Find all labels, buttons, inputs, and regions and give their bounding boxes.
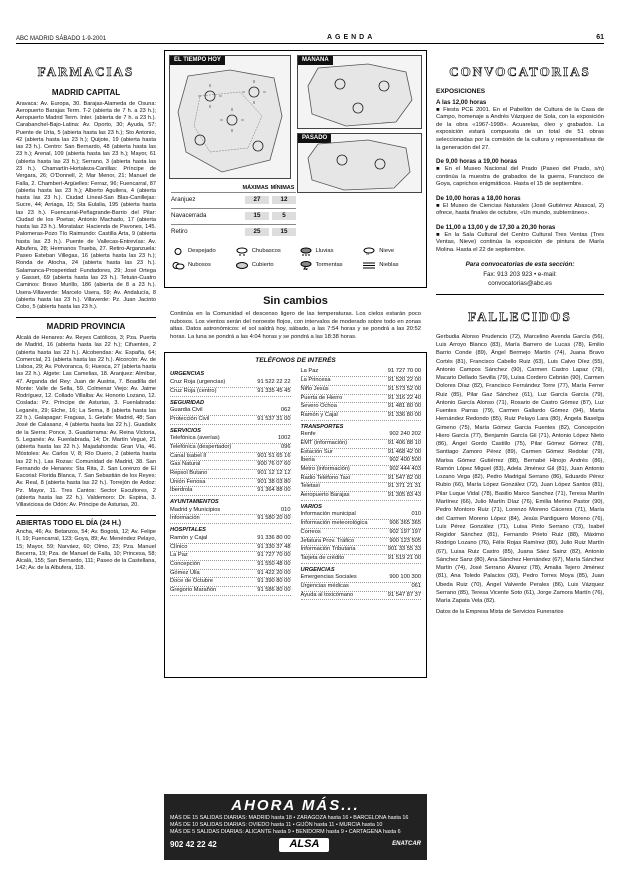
phone-entry-name: Unión Fenosa [170,478,206,485]
phone-entry-name: HOSPITALES [170,527,206,534]
obituaries-source: Datos de la Empresa Mixta de Servicios Funerarios [436,609,564,616]
min-temp: 15 [272,228,296,236]
weather-today-label: EL TIEMPO HOY [170,56,225,65]
phone-entry [301,483,422,492]
phone-entry-name: Tarjeta de crédito [300,554,345,561]
phone-entry-number: 91 573 52 00 [387,385,421,392]
right-column [436,50,604,860]
phone-entry [170,487,291,496]
phone-group-heading [170,499,291,507]
rain-icon [299,247,313,256]
capital-heading: MADRID CAPITAL [51,87,121,97]
phone-entry-number: 901 12 12 12 [257,470,291,477]
phone-entry-name: Estación Sur [300,448,333,455]
legend-label: Nieve [379,247,395,254]
ad-line: MÁS DE 10 SALIDAS DIARIAS: OVIEDO hasta 11 • GIJÓN hasta 11 • MURCIA hasta 10 [170,822,383,829]
phone-entry-number: 91 468 42 00 [387,448,421,455]
region-map-icon [298,56,422,129]
phone-entry-number: 91 305 83 43 [387,492,421,499]
phone-entry-name: Emergencias Sociales [300,574,357,581]
phone-group-heading [170,428,291,436]
event-text: ■ En la Sala Cultural del Centro Cultural Tres Ventas (Tres Ventas, Nieve) continúa la exposición de pintura de María Molina. Hasta el 22 de septiembre. [436,231,604,253]
phone-entry-name: VARIOS [300,503,322,510]
contact-label: Para convocatorias de esta sección: [465,261,575,269]
phone-entry-name: Metro (información) [300,466,350,473]
phone-entry-number: 010 [281,506,291,513]
phone-entry [170,435,291,444]
phone-entry-number: 91 316 22 40 [387,394,421,401]
phone-entry-number: 91 390 80 00 [257,578,291,585]
phone-entry-name: Ramón y Cajal [170,534,208,541]
phone-entry-name: Iberdrola [170,487,193,494]
phone-entry-number: 91 520 22 00 [387,377,421,384]
phone-entry [170,552,291,561]
phone-entry-number: 91 547 82 00 [387,474,421,481]
overcast-icon [235,261,249,270]
phone-entry-number: 91 586 80 00 [257,586,291,593]
event-text: ■ Fiesta PCE 2001. En el Pabellón de Cultura de la Casa de Campo, homenaje a Andrés Vázquez de Sola, con la exposición de la obra «1967-1998». Acuarelas, óleo y grabados. La exposición estará compuesta de un total de 51 obras seleccionadas por la comisión de la cultura y representativas de la generación del 27. [436,106,604,151]
enatcar-logo: ENATCAR [392,841,421,848]
phone-entry-name: Severo Ochoa [300,403,337,410]
phone-entry [301,529,422,538]
phone-entry [170,388,291,397]
obituaries-listing: Gerbudia Alonso Prudencio (72), Marcelino Avenda García (56), Luis Arroyo Blanco (83), María Barrero de Lucas (78), Emilio Barrio Conde (89), Ángel Bermejo Martín (74), Juana Bravo Cortés (81), Francisco Cabello Ruiz (63), Luis Calvo Díez (55), Antonio Campos Sánchez (90), Carmen Castro Lapaz (79), Macario Dellado Sevilla (79), Luisa Cordero Cebrián (90), Carmen Dolores Díaz (82), Francisco Fernández Torre (77), María Ferrer Ruiz (85), Pilar Gaz Sánchez (61), Luz García García (79), Antonio García Alonso (71), Rosario de Castro Gómez (87), Luz Fuentes Parras (79), Carmen Gallardo Gómez (94), Marta Hernández Redondo (85), Ruiz Pelayo Lara (80), Ángela Baselga Gimeno (75), María Gómez Garcia Fuentes (82), Concepción Hiero García (77), Benjamín García Gil (71), Antonio López Nieto (86), Ángel Gordo Castillo (75), Pilar Gómez Gómez (78), Santiago Zamoro Pérez (89), Carmen Gómez Redolar (79), Marisa Gómez Gutiérrez (88), Bernabé Hinojo Andrés (86), Ramón López Miguel (83), Adela Jiménez Gil (81), Juan Antonio Lozano Vega (82), Pedro Madrigal Serrano (86), Eduardo Pérez Rubio (66), María López González (72), Juan López Santos (81), Pilar Luque Vidal (78), Basilio Marco Sanchez (71), Teresa Martín Martínez (66), Julio Martín Díaz (76), Emilia Merino Pastor (90), Pedro Montoro Ruiz (71), Lorenzo Moreno Cáceres (71), María del Carmen Moreno López (84), Jesús Pardiguero Moreno (76), Luis Pérez González (71), Luisa Pinto Serrano (73), Isabel Regidor Sánchez (81), Fernando Prieto Ruiz (88), Máximo Rodrigo Lozano (76), Félix Rojas Ramírez (80), Julio Ruiz Martín (67), Luisa Ruiz Castro (85), Juana Sáez Sainz (82), Antonio Sánchez Sanz (80), Ana Sánchez Hernández (67), María Sánchez Martín (74), José Serrano Álvarez (78), Amalia Tejero Jiménez (81), Ana Toledo Palacios (93), Pedro Torres Moya (85), Juan Ubeda Ruiz (70), Ángel Valverde Perales (86), Luis Vázquez Serrano (85), Teresa Vicente Soto (61), Jorge Zamora Martín (76), María Zapata Vela (82). [436,333,604,605]
convocatorias-title: CONVOCATORIAS [449,64,591,79]
phone-entry-name: Teletaxi [300,483,320,490]
phone-entry [301,412,422,421]
phone-entry-number: 91 335 45 45 [257,387,291,394]
phone-entry-name: Ramón y Cajal [300,411,338,418]
phone-entry [170,587,291,596]
phone-entry-number: 91 727 70 00 [257,552,291,559]
open-24h-listing: Ancha, 46; Av. Betanzos, 54; Av. Bogotá, 12; Av. Felipe II, 19; Fuencarral, 123; Goya, 89; Av. Menéndez Pelayo, 15; Mayor, 59; Narváez, 60; Olmo, 23; Pza. Manuel Becerra, 19; Pza. de Manuel de Falla, 10; Princesa, 58; Alcalá, 155; San Bernardo, 111; Paseo de la Castellana, 142; Av. de la Albufera, 118. [16,528,156,572]
weather-map-today [169,55,291,179]
phone-entry-number: 902 444 403 [389,466,421,473]
phone-entry-number: 91 550 48 00 [257,560,291,567]
phone-entry [301,395,422,404]
phone-entry-name: Gómez Ulla [170,569,200,576]
legend-item [299,247,357,256]
phone-entry-number: 902 240 202 [389,431,421,438]
cloudy-icon [171,261,185,270]
open-24h-heading: ABIERTAS TODO EL DÍA (24 H.) [16,520,122,528]
phone-entry [170,416,291,425]
phone-entry-name: AYUNTAMIENTOS [170,499,219,506]
pharmacies-title: FARMACIAS [37,64,135,79]
phone-group-heading [170,371,291,379]
phone-directory-title: TELÉFONOS DE INTERÉS [255,356,336,364]
legend-label: Chubascos [251,247,281,254]
phone-entry [170,379,291,388]
phone-entry [301,440,422,449]
phone-entry-name: SERVICIOS [170,427,201,434]
phone-entry-number: 91 364 88 00 [257,487,291,494]
province-listing: Alcalá de Henares: Av. Reyes Católicos, 3; Pza. Puerta de Madrid, 16 (abierta hasta las 22 h.); Cifuentes, 2 (abierta hasta las 22 h.). Alcobendas: Av. España, 64; Comercial, 21 (abierta hasta las 22 h.). Alcorcón: Av. de Lisboa, 29; Av. Polvoranca, 6; Huesca, 27 (abierta hasta las 22 h.). Algete: Las Camelias, 18. Aranjuez: Almíbar, 47. Arganda del Rey: Juan de Austria, 7. Boadilla del Monte: Valle de Sella, 59. Colmenar Viejo: Av. Jaime Rodríguez, 12. Collado Villalba: Av. Honorio Lozano, 12. Coslada: Pz. Príncipe de Asturias, 3. Fuenlabrada: Leganés, 29; Elche, 16; La Serna, 8 (abierta hasta las 22 h.). Galapagar: Fraguas, 1. Getafe: Madrid, 48; San José de Calasanz, 4 (abierta hasta las 22 h.). Guadalix de la Sierra: Ponce, 3. Guadarrama: Av. Reina Victoria, 5. Leganés: Av. Fuenlabrada, 14; Dr. Martín Vegué, 21 (abierta hasta las 22 h.). Majadahonda: Gran Vía, 46. Móstoles: Av. Carlos V, 8; Río Duero, 2 (abierta hasta las 22 h.). Las Rozas: Comunidad de Madrid, 38. San Fernando de Henares: Sta Rita, 2. San Lorenzo de El Escorial: Florida Blanca, 7. San Sebastián de los Reyes: Av. Real, 8 (abierta hasta las 22 h.). Torrejón de Ardoz: Pz. Mayor, 11. Tres Cantos: Sector Escultores, 2 (abierta hasta las 22 h.). Valdemoro: Dr. Espina, 3. Villaviciosa de Odón: Av. Principe de Asturias, 20. [16,335,156,509]
sun-icon [171,247,185,256]
phone-entry [301,457,422,466]
max-temp: 25 [245,228,269,236]
snow-icon [362,247,376,256]
phone-entry-number: 91 481 80 00 [387,403,421,410]
phone-entry [170,544,291,553]
phone-entry [170,570,291,579]
phone-entry [170,453,291,462]
phone-entry-name: Renfe [300,431,316,438]
phone-group-heading [170,527,291,535]
phone-entry-name: SEGURIDAD [170,399,205,406]
weather-map-tomorrow [297,55,422,129]
phone-entry-name: URGENCIAS [170,371,205,378]
phone-entry-name: Información Tributaria [300,546,356,553]
ad-headline: AHORA MÁS... [231,797,360,814]
legend-label: Tormentas [315,261,343,268]
legend-item [362,261,420,270]
phone-entry [170,507,291,516]
phone-entry [170,470,291,479]
phone-entry [301,368,422,377]
phone-group-heading [301,424,422,432]
phone-entry-name: Información [170,515,200,522]
event-time: A las 12,00 horas [436,98,487,106]
legend-item [362,247,420,256]
phone-entry-number: 91 519 21 00 [387,554,421,561]
phone-entry-number: 91 522 22 22 [257,379,291,386]
phone-entry-name: La Princesa [300,377,331,384]
phone-entry [301,583,422,592]
event-text: ■ En el Museo Nacional del Prado (Paseo del Prado, s/n) continúa la muestra de grabados de la guerra, Francisco de Goya, caprichos enigmáticos. Hasta el 15 de septiembre. [436,166,604,188]
weather-box [164,50,427,288]
temperature-row [171,224,296,240]
city-name: Aranjuez [171,196,196,204]
fog-icon [362,261,376,270]
phone-entry-name: Ayuda al toxicómano [300,591,354,598]
contact-box [436,260,604,287]
phone-entry-name: La Paz [300,368,319,375]
phone-entry-number: 91 422 20 00 [257,569,291,576]
weather-tomorrow-label: MAÑANA [298,56,333,65]
phone-entry [301,555,422,564]
legend-label: Cubierto [251,261,274,268]
legend-label: Lluvias [315,247,334,254]
phone-entry-number: 900 76 07 60 [257,461,291,468]
phone-entry-number: 901 38 03 80 [257,478,291,485]
forecast-text: Continúa en la Comunidad el descenso ligero de las temperaturas. Los cielos estarán poco nubosos. Los vientos serán del noroeste flojos, con intervalos de moderado sobre todo en zonas altas. Datos astronómicos: el sol saldrá hoy, sábado, a las 7:54 horas y se pondrá a las 20:52 horas. La luna se pondrá a las 4:04 horas y se pondrá a las 18:38 horas. [170,311,421,340]
phone-entry-name: Concepción [170,560,201,567]
phone-entry-name: Cruz Roja (centro) [170,387,217,394]
phone-group-heading [301,567,422,575]
phone-entry-number: 096 [281,443,291,450]
phone-entry-name: Puerta de Hierro [300,394,343,401]
header-dateline: ABC MADRID SÁBADO 1-9-2001 [16,35,107,42]
phone-entry [301,546,422,555]
legend-item [171,247,229,256]
phone-entry-number: 062 [281,407,291,414]
phone-group-heading [170,400,291,408]
phone-entry-number: 901 51 65 16 [257,452,291,459]
phone-entry-number: 1002 [277,435,291,442]
pharmacies-column [16,50,156,860]
phone-entry-number: 91 547 87 37 [387,591,421,598]
phone-entry-name: Repsol Butano [170,470,208,477]
event-entry [436,158,604,189]
phone-entry-number: 902 197 197 [389,528,421,535]
phone-entry-name: La Paz [170,552,188,559]
phone-entry-number: 91 406 88 10 [387,439,421,446]
phone-entry [301,520,422,529]
phone-entry-name: Correos [300,528,321,535]
phone-entry-number: 906 365 365 [389,520,421,527]
legend-label: Nieblas [379,261,399,268]
phone-entry-name: EMT (información) [300,439,348,446]
phone-column-right [301,368,422,600]
phone-entry-name: Información meteorológica [300,520,368,527]
phone-entry-name: URGENCIAS [300,566,335,573]
exhibitions-heading: EXPOSICIONES [436,87,486,95]
max-temp: 15 [245,212,269,220]
phone-entry [301,449,422,458]
phone-entry [301,538,422,547]
phone-entry-name: Clínico [170,543,188,550]
phone-entry-name: Iberia [300,457,315,464]
phone-entry [301,574,422,583]
event-text: ■ El Museo de Ciencias Naturales (José Gutiérrez Abascal, 2) ofrece, hasta finales de octubre, «Un mundo, subterráneo». [436,202,604,217]
ad-line: MÁS DE 15 SALIDAS DIARIAS: MADRID hasta 18 • ZARAGOZA hasta 16 • BARCELONA hasta 16 [170,815,409,822]
phone-entry-name: Niño Jesús [300,385,329,392]
phone-entry [301,386,422,395]
region-map-icon [170,56,291,179]
section-title: AGENDA [326,34,376,42]
phone-entry-name: Gas Natural [170,461,201,468]
phone-entry-name: Cruz Roja (urgencias) [170,379,226,386]
temperature-row [171,208,296,224]
phone-entry [170,407,291,416]
page-header [16,34,604,44]
temperature-row [171,192,296,208]
city-name: Retiro [171,228,188,236]
min-label: MÍNIMAS [270,185,295,191]
phone-entry-name: Doce de Octubre [170,578,213,585]
legend-item [299,261,357,270]
phone-entry [170,461,291,470]
phone-entry-number: 901 33 55 33 [387,546,421,553]
weather-past-label: PASADO [298,134,331,143]
phone-entry [170,515,291,524]
obituaries-title: FALLECIDOS [468,308,572,324]
phone-entry [301,403,422,412]
temperature-header [171,185,296,192]
phone-entry [170,444,291,453]
event-entry [436,195,604,218]
middle-column [164,50,427,860]
phone-entry-name: Telefónica (despertador) [170,443,232,450]
event-time: De 10,00 horas a 18,00 horas [436,194,521,202]
phone-entry-name: Información municipal [300,511,356,518]
phone-entry-name: Gregorio Marañón [170,586,217,593]
phone-entry-number: 91 537 31 00 [257,415,291,422]
phone-entry-name: Jefatura Prov. Tráfico [300,537,355,544]
phone-entry-name: Urgencias médicas [300,582,349,589]
phone-entry-number: 900 100 300 [389,574,421,581]
phone-entry [301,377,422,386]
province-heading: MADRID PROVINCIA [46,322,126,332]
phone-entry [170,561,291,570]
phone-entry-number: 91 330 37 48 [257,543,291,550]
svg-text:**: ** [366,252,370,256]
phone-entry-name: Madrid y Municipios [170,506,221,513]
legend-item [235,247,293,256]
legend-item [235,261,293,270]
phone-entry-name: Radio Teléfono Taxi [300,474,350,481]
max-temp: 27 [245,196,269,204]
min-temp: 12 [272,196,296,204]
phone-entry [301,466,422,475]
phone-entry-number: 91 336 80 00 [257,534,291,541]
event-time: De 9,00 horas a 19,00 horas [436,158,518,166]
ad-line: MÁS DE 5 SALIDAS DIARIAS: ALICANTE hasta 9 • BENIDORM hasta 9 • CARTAGENA hasta 6 [170,829,401,836]
phone-entry-number: 902 400 500 [389,457,421,464]
phone-entry-number: 91 371 21 31 [387,483,421,490]
forecast-title: Sin cambios [263,295,328,307]
showers-icon [235,247,249,256]
phone-entry [170,479,291,488]
phone-entry [301,475,422,484]
page-number: 61 [596,34,604,42]
phone-entry-name: TRANSPORTES [300,423,344,430]
phone-group-heading [301,504,422,512]
event-entry [436,224,604,255]
phone-entry-name: Telefónica (averías) [170,435,220,442]
storm-icon [299,261,313,270]
region-map-icon [298,134,422,193]
event-time: De 11,00 a 13,00 y de 17,30 a 20,30 horas [436,223,556,231]
legend-item [171,261,229,270]
phone-entry [301,511,422,520]
phone-entry-number: 91 336 80 00 [387,411,421,418]
phone-entry-number: 010 [411,511,421,518]
alsa-logo: ALSA [279,838,329,851]
phone-entry-number: 900 123 505 [389,537,421,544]
event-entry [436,99,604,152]
weather-map-past [297,133,422,193]
legend-label: Nubosos [188,261,211,268]
phone-entry [170,578,291,587]
contact-email[interactable]: convocatorias@abc.es [488,279,552,287]
legend-label: Despejado [188,247,216,254]
phone-entry [301,592,422,601]
phone-directory [164,352,427,678]
phone-entry-number: 061 [411,582,421,589]
weather-legend [171,247,420,270]
city-name: Navacerrada [171,212,207,220]
divider [16,515,156,516]
min-temp: 5 [272,212,296,220]
phone-entry-name: Aeropuerto Barajas [300,492,350,499]
phone-entry [301,431,422,440]
divider [16,317,156,318]
phone-entry-number: 91 580 20 00 [257,515,291,522]
phone-entry-number: 91 727 70 00 [387,368,421,375]
temperature-table [171,185,296,240]
ad-phone: 902 42 22 42 [170,840,217,850]
phone-entry-name: Canal Isabel II [170,452,207,459]
contact-fax: Fax: 913 203 923 • e-mail: [483,270,557,278]
phone-entry [170,535,291,544]
convocatorias-box [436,64,604,295]
phone-column-left [170,368,291,600]
phone-entry-name: Guardia Civil [170,407,203,414]
phone-entry [301,492,422,501]
max-label: MÁXIMAS [242,185,269,191]
alsa-advertisement [164,794,427,860]
phone-entry-name: Protección Civil [170,415,210,422]
capital-listing: Aravaca: Av. Europa, 30. Barajas-Alameda de Osuna: Aeropuerto Barajas Term. T-2 (abierta de 7 h. a 23 h.); Aeropuerto Madrid Term. Inter. (abierta de 7 h. a 23 h.). Carabanchel-Bajo-Latina: Av. Oporto, 30; Ayuda, 57; Puente de Uría, 5 (abierta hasta las 23 h.); Sto Antonio, 42 (abierta hasta las 23 h.); Quijote, 19 (abierta hasta las 23 h.). Centro: San Bernardo, 48 (abierta hasta las 23 h.); Arenal, 109 (abierta hasta las 23 h.); Mayor, 61 (abierta hasta las 23 h.); Serrano, 3 (abierta hasta las 23 h.). Chamartín-Hortaleza-Canillas: Príncipe de Vergara, 26; O'Donnell, 2; Mar Menor, 21; Manuel de Falla, 2. Chamberí-Argüelles: Ferraz, 96; Fuencarral, 87 (abierta hasta las 23 h.); Alberto Aguilera, 4 (abierta hasta las 23 h.). Ciudad Lineal-San Blas-Canillejas: Sucre, 44; Arriaga, 15; Sta Eulalia, 195 (abierta hasta las 23 h.). Fuencarral-Peñagrande-Barrio del Pilar: Ciudad de los Poetas; Antonio Machado, 17 (abierta hasta las 23 h.). Moratalaz: Hacienda de Pavones, 145. Palomeras-Pozo Tío Raimundo: Castilla Arta, 9 (abierta hasta las 23 h.). Puente de Vallecas-Entrevías: Av. Albufera, 28; Hermanos Trueba, 27. Retiro-Arganzuela: Paseo Esteban Villegas, 16 (abierta hasta las 23 h.); Ronda de Atocha, 24 (abierta hasta las 23 h.). Salamanca-Prosperidad: Fundadores, 29; José Ortega y Gasset, 69 (abierta hasta las 23 h.). Tetuán-Cuatro Caminos: Bravo Murillo, 186 (abierta de 8 a 23 h.). Usera-Villaverde: Marcelo Usera, 59; Av. Andalucía, 8 (abierta hasta las 23 h.). Villaverde: Pz. Juan Jacinto Cobo, 5 (abierta hasta las 23 h.). [16,100,156,311]
